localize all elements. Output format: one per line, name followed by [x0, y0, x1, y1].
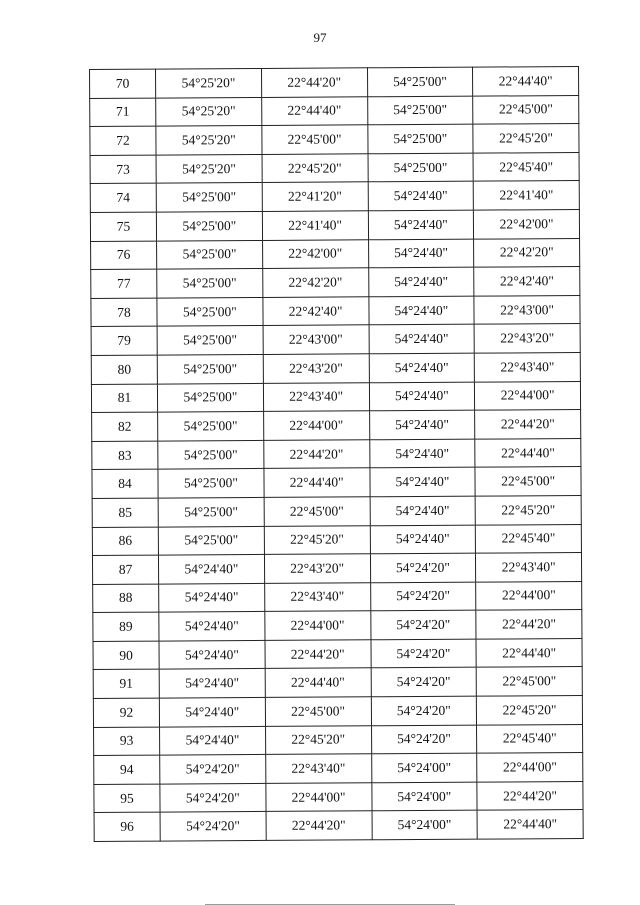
end-latitude-cell: 54°24'00"	[372, 811, 478, 840]
table-row	[92, 410, 581, 442]
table-row	[93, 638, 582, 670]
end-latitude-cell: 54°24'20"	[370, 553, 476, 582]
start-longitude-cell: 22°43'40"	[263, 382, 369, 411]
end-longitude-cell: 22°45'20"	[475, 495, 581, 524]
start-longitude-cell: 22°44'20"	[261, 68, 367, 97]
end-longitude-cell: 22°45'00"	[473, 95, 579, 124]
end-longitude-cell: 22°45'20"	[477, 696, 583, 725]
point-number-cell: 86	[92, 527, 158, 556]
table-row	[93, 667, 582, 699]
end-longitude-cell: 22°45'40"	[473, 152, 579, 181]
end-longitude-cell: 22°45'40"	[477, 724, 583, 753]
end-longitude-cell: 22°45'20"	[473, 124, 579, 153]
start-latitude-cell: 54°25'20"	[156, 97, 262, 126]
start-latitude-cell: 54°25'00"	[158, 526, 264, 555]
start-latitude-cell: 54°24'40"	[160, 726, 266, 755]
end-latitude-cell: 54°24'40"	[368, 296, 474, 325]
table-row	[91, 324, 580, 356]
start-latitude-cell: 54°25'00"	[158, 440, 264, 469]
point-number-cell: 74	[90, 183, 156, 212]
start-longitude-cell: 22°44'00"	[263, 411, 369, 440]
table-row	[90, 209, 579, 241]
table-row	[91, 238, 580, 270]
table-row	[90, 67, 579, 99]
end-latitude-cell: 54°24'40"	[370, 496, 476, 525]
end-latitude-cell: 54°25'00"	[367, 96, 473, 125]
point-number-cell: 79	[91, 326, 157, 355]
start-latitude-cell: 54°24'40"	[159, 669, 265, 698]
start-longitude-cell: 22°43'20"	[263, 354, 369, 383]
table-row	[94, 810, 583, 842]
start-latitude-cell: 54°25'00"	[157, 354, 263, 383]
table-row	[94, 753, 583, 785]
page-number: 97	[313, 30, 327, 45]
end-latitude-cell: 54°24'40"	[370, 525, 476, 554]
end-longitude-cell: 22°44'40"	[473, 67, 579, 96]
table-row	[91, 267, 580, 299]
end-latitude-cell: 54°24'40"	[369, 467, 475, 496]
end-longitude-cell: 22°45'00"	[476, 667, 582, 696]
start-longitude-cell: 22°45'00"	[262, 125, 368, 154]
end-longitude-cell: 22°42'00"	[474, 209, 580, 238]
table-row	[90, 152, 579, 184]
end-latitude-cell: 54°24'40"	[369, 382, 475, 411]
start-latitude-cell: 54°25'20"	[156, 68, 262, 97]
end-longitude-cell: 22°44'00"	[476, 581, 582, 610]
point-number-cell: 85	[92, 498, 158, 527]
point-number-cell: 81	[91, 384, 157, 413]
end-latitude-cell: 54°24'40"	[368, 239, 474, 268]
end-latitude-cell: 54°24'40"	[369, 324, 475, 353]
table-row	[94, 781, 583, 813]
end-latitude-cell: 54°24'20"	[370, 639, 476, 668]
point-number-cell: 87	[92, 555, 158, 584]
end-longitude-cell: 22°44'00"	[477, 753, 583, 782]
table-row	[91, 352, 580, 384]
point-number-cell: 82	[92, 412, 158, 441]
point-number-cell: 76	[91, 241, 157, 270]
point-number-cell: 80	[91, 355, 157, 384]
point-number-cell: 93	[94, 727, 160, 756]
end-longitude-cell: 22°43'40"	[474, 352, 580, 381]
point-number-cell: 72	[90, 126, 156, 155]
start-latitude-cell: 54°24'40"	[159, 640, 265, 669]
start-latitude-cell: 54°25'20"	[156, 154, 262, 183]
start-longitude-cell: 22°44'00"	[265, 611, 371, 640]
start-latitude-cell: 54°24'20"	[160, 755, 266, 784]
end-longitude-cell: 22°44'20"	[475, 410, 581, 439]
point-number-cell: 92	[93, 698, 159, 727]
point-number-cell: 77	[91, 269, 157, 298]
end-latitude-cell: 54°25'00"	[367, 67, 473, 96]
end-longitude-cell: 22°44'20"	[477, 781, 583, 810]
start-latitude-cell: 54°24'40"	[158, 555, 264, 584]
end-latitude-cell: 54°24'20"	[371, 668, 477, 697]
end-latitude-cell: 54°24'40"	[368, 210, 474, 239]
end-latitude-cell: 54°24'00"	[371, 782, 477, 811]
start-latitude-cell: 54°25'20"	[156, 126, 262, 155]
start-longitude-cell: 22°45'20"	[265, 725, 371, 754]
point-number-cell: 95	[94, 784, 160, 813]
end-latitude-cell: 54°24'40"	[369, 439, 475, 468]
point-number-cell: 90	[93, 641, 159, 670]
start-longitude-cell: 22°43'20"	[264, 554, 370, 583]
table-row	[90, 95, 579, 127]
table-row	[92, 553, 581, 585]
end-longitude-cell: 22°45'00"	[475, 467, 581, 496]
table-row	[91, 295, 580, 327]
end-latitude-cell: 54°24'00"	[371, 753, 477, 782]
point-number-cell: 71	[90, 98, 156, 127]
end-longitude-cell: 22°44'40"	[475, 438, 581, 467]
end-longitude-cell: 22°43'20"	[474, 324, 580, 353]
start-latitude-cell: 54°24'20"	[160, 783, 266, 812]
table-row	[93, 610, 582, 642]
point-number-cell: 94	[94, 755, 160, 784]
end-longitude-cell: 22°44'00"	[475, 381, 581, 410]
start-latitude-cell: 54°25'00"	[158, 412, 264, 441]
end-latitude-cell: 54°24'20"	[371, 696, 477, 725]
start-latitude-cell: 54°25'00"	[157, 240, 263, 269]
end-latitude-cell: 54°25'00"	[368, 153, 474, 182]
start-longitude-cell: 22°42'00"	[262, 239, 368, 268]
table-row	[92, 438, 581, 470]
start-latitude-cell: 54°25'00"	[157, 326, 263, 355]
point-number-cell: 84	[92, 469, 158, 498]
start-longitude-cell: 22°44'20"	[266, 811, 372, 840]
start-latitude-cell: 54°24'40"	[159, 612, 265, 641]
start-latitude-cell: 54°25'00"	[158, 497, 264, 526]
point-number-cell: 73	[90, 155, 156, 184]
start-longitude-cell: 22°44'20"	[265, 640, 371, 669]
point-number-cell: 88	[93, 584, 159, 613]
start-longitude-cell: 22°45'00"	[265, 697, 371, 726]
start-latitude-cell: 54°25'00"	[156, 183, 262, 212]
end-latitude-cell: 54°24'20"	[371, 725, 477, 754]
start-longitude-cell: 22°43'40"	[264, 582, 370, 611]
point-number-cell: 96	[94, 813, 160, 842]
point-number-cell: 83	[92, 441, 158, 470]
end-longitude-cell: 22°41'40"	[473, 181, 579, 210]
end-latitude-cell: 54°24'40"	[368, 267, 474, 296]
table-row	[90, 124, 579, 156]
table-row	[92, 495, 581, 527]
end-latitude-cell: 54°24'40"	[369, 410, 475, 439]
end-latitude-cell: 54°25'00"	[367, 124, 473, 153]
start-longitude-cell: 22°45'00"	[264, 497, 370, 526]
point-number-cell: 91	[93, 670, 159, 699]
coordinates-table	[89, 66, 584, 842]
end-longitude-cell: 22°44'20"	[476, 610, 582, 639]
end-longitude-cell: 22°44'40"	[477, 810, 583, 839]
start-longitude-cell: 22°44'20"	[264, 440, 370, 469]
end-longitude-cell: 22°44'40"	[476, 638, 582, 667]
point-number-cell: 70	[90, 69, 156, 98]
end-longitude-cell: 22°43'00"	[474, 295, 580, 324]
point-number-cell: 75	[90, 212, 156, 241]
point-number-cell: 89	[93, 612, 159, 641]
start-longitude-cell: 22°44'00"	[266, 783, 372, 812]
start-longitude-cell: 22°43'00"	[263, 325, 369, 354]
end-longitude-cell: 22°42'20"	[474, 238, 580, 267]
start-latitude-cell: 54°24'40"	[159, 697, 265, 726]
coordinates-table-body	[90, 67, 584, 842]
start-longitude-cell: 22°41'20"	[262, 182, 368, 211]
table-row	[94, 724, 583, 756]
start-longitude-cell: 22°43'40"	[265, 754, 371, 783]
end-longitude-cell: 22°43'40"	[476, 553, 582, 582]
table-row	[90, 181, 579, 213]
start-longitude-cell: 22°44'40"	[261, 96, 367, 125]
start-latitude-cell: 54°25'00"	[158, 469, 264, 498]
end-longitude-cell: 22°45'40"	[476, 524, 582, 553]
start-longitude-cell: 22°41'40"	[262, 211, 368, 240]
end-latitude-cell: 54°24'20"	[370, 610, 476, 639]
start-latitude-cell: 54°24'20"	[160, 812, 266, 841]
start-longitude-cell: 22°42'20"	[262, 268, 368, 297]
start-latitude-cell: 54°24'40"	[159, 583, 265, 612]
table-row	[93, 696, 582, 728]
end-longitude-cell: 22°42'40"	[474, 267, 580, 296]
start-longitude-cell: 22°45'20"	[262, 154, 368, 183]
table-row	[92, 524, 581, 556]
start-longitude-cell: 22°45'20"	[264, 525, 370, 554]
end-latitude-cell: 54°24'40"	[369, 353, 475, 382]
start-longitude-cell: 22°42'40"	[263, 297, 369, 326]
table-row	[93, 581, 582, 613]
start-latitude-cell: 54°25'00"	[156, 211, 262, 240]
start-latitude-cell: 54°25'00"	[157, 269, 263, 298]
end-latitude-cell: 54°24'40"	[368, 182, 474, 211]
start-longitude-cell: 22°44'40"	[265, 668, 371, 697]
start-latitude-cell: 54°25'00"	[157, 383, 263, 412]
table-row	[91, 381, 580, 413]
end-latitude-cell: 54°24'20"	[370, 582, 476, 611]
point-number-cell: 78	[91, 298, 157, 327]
start-longitude-cell: 22°44'40"	[264, 468, 370, 497]
table-row	[92, 467, 581, 499]
start-latitude-cell: 54°25'00"	[157, 297, 263, 326]
